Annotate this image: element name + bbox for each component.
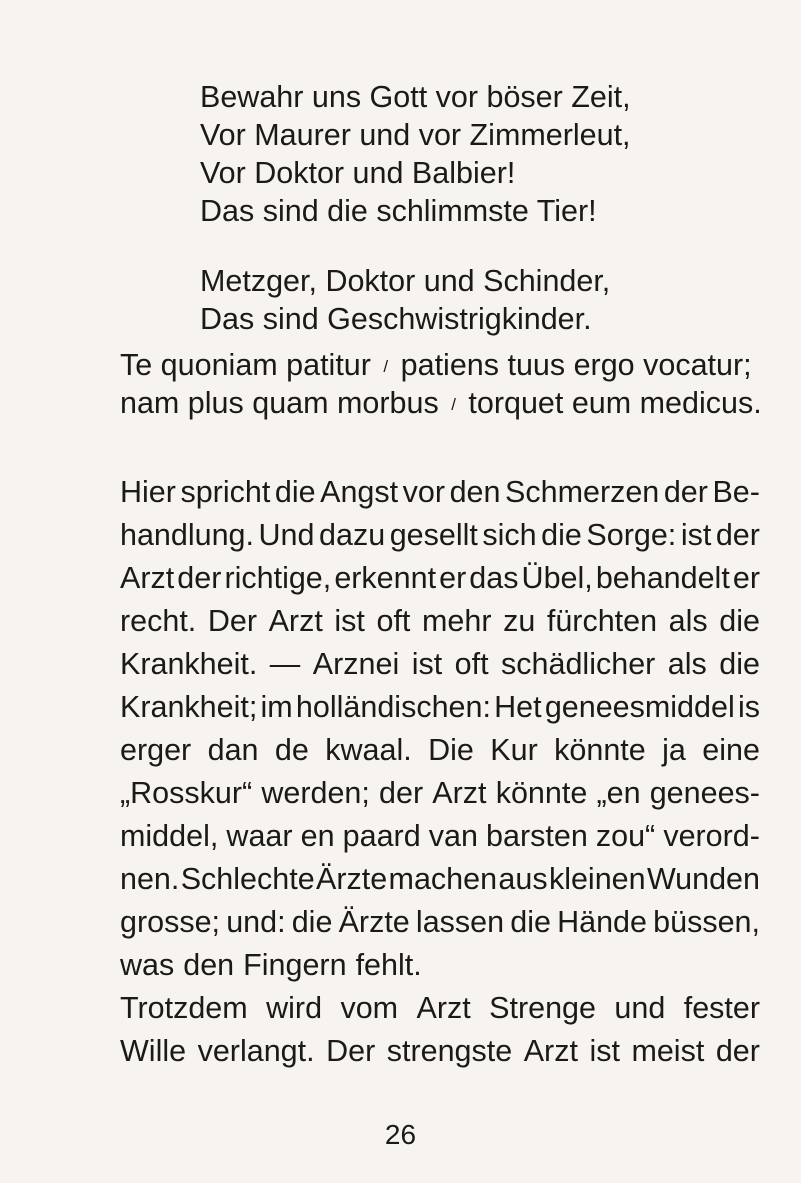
word: recht. — [120, 604, 197, 638]
word: Übel, — [521, 561, 593, 595]
word: Und — [258, 518, 315, 552]
word: fehlt. — [355, 948, 422, 982]
word: barsten — [486, 819, 588, 853]
word: meist — [631, 1034, 705, 1068]
prose-line — [120, 471, 760, 514]
word: büssen, — [653, 905, 760, 939]
word: dazu — [319, 518, 386, 552]
word: die — [274, 475, 316, 509]
word: dan — [207, 733, 259, 767]
latin-distich — [120, 346, 760, 422]
word: Arzt — [523, 1034, 578, 1068]
word: der — [177, 561, 222, 595]
word: Der — [207, 604, 258, 638]
word: das — [469, 561, 519, 595]
latin-line-1 — [120, 346, 760, 384]
word: im — [260, 690, 293, 724]
word: oft — [376, 604, 411, 638]
word: nen. — [120, 862, 180, 896]
verse-line: Vor Maurer und vor Zimmerleut, — [200, 118, 631, 152]
word: ist — [334, 604, 365, 638]
word: oft — [454, 647, 489, 681]
prose-line — [120, 686, 760, 729]
word: Schmerzen — [505, 475, 660, 509]
word: den — [449, 475, 501, 509]
verse-line: Vor Doktor und Balbier! — [200, 156, 516, 190]
word: — — [269, 647, 301, 681]
latin-text: Te quoniam patitur — [120, 348, 371, 382]
word: mehr — [421, 604, 492, 638]
word: genees- — [649, 776, 760, 810]
prose-line — [120, 1030, 760, 1073]
word: Arzt — [432, 776, 487, 810]
word: Arzt — [120, 561, 175, 595]
word: er — [732, 561, 760, 595]
word: die — [291, 905, 333, 939]
word: Fingern — [243, 948, 347, 982]
word: als — [667, 647, 707, 681]
word: verlangt. — [197, 1034, 315, 1068]
word: der — [715, 1034, 760, 1068]
word: lassen — [415, 905, 505, 939]
word: die — [541, 518, 582, 552]
prose-line — [120, 772, 760, 815]
word: Die — [428, 733, 474, 767]
word: richtige, — [224, 561, 332, 595]
latin-line-2 — [120, 384, 760, 422]
word: grosse; — [120, 905, 221, 939]
word: spricht — [180, 475, 271, 509]
latin-text: torquet eum medicus. — [468, 386, 762, 420]
word: vom — [340, 991, 399, 1025]
word: der — [663, 475, 708, 509]
verse-line: Das sind Geschwistrigkinder. — [200, 302, 592, 336]
prose-line — [120, 514, 760, 557]
word: erkennt — [334, 561, 437, 595]
prose-line — [120, 815, 760, 858]
word: fester — [683, 991, 760, 1025]
caesura-mark: / — [383, 357, 389, 376]
word: Ärzte — [338, 905, 410, 939]
prose-line — [120, 643, 760, 686]
word: Wille — [120, 1034, 187, 1068]
word: werden; — [261, 776, 370, 810]
word: Wunden — [646, 862, 760, 896]
word: fürchten — [546, 604, 658, 638]
word: holländischen: — [295, 690, 491, 724]
prose-line — [120, 858, 760, 901]
word: is — [737, 690, 760, 724]
latin-text: nam plus quam morbus — [120, 386, 439, 420]
word: aus — [498, 862, 548, 896]
word: handlung. — [120, 518, 254, 552]
word: Trotzdem — [120, 991, 248, 1025]
verse-line: Metzger, Doktor und Schinder, — [200, 264, 611, 298]
verse-line: Das sind die schlimmste Tier! — [200, 194, 597, 228]
word: Strenge — [489, 991, 596, 1025]
prose-line — [120, 944, 760, 987]
word: erger — [120, 733, 192, 767]
word: die — [719, 647, 760, 681]
word: eine — [702, 733, 760, 767]
word: Der — [326, 1034, 376, 1068]
prose-line — [120, 600, 760, 643]
word: „Rosskur“ — [120, 776, 253, 810]
word: paard — [342, 819, 421, 853]
word: Het — [494, 690, 542, 724]
prose-paragraph — [120, 471, 760, 1073]
word: und — [614, 991, 666, 1025]
word: ist — [411, 647, 443, 681]
word: waar — [226, 819, 293, 853]
word: als — [668, 604, 708, 638]
word: was — [120, 948, 175, 982]
word: en — [300, 819, 335, 853]
word: Be- — [712, 475, 760, 509]
word: wird — [266, 991, 323, 1025]
word: Arzt — [268, 604, 323, 638]
word: kwaal. — [325, 733, 412, 767]
word: sich — [482, 518, 537, 552]
word: Arznei — [312, 647, 400, 681]
prose-line — [120, 901, 760, 944]
word: geneesmiddel — [544, 690, 735, 724]
word: der — [379, 776, 424, 810]
page-number: 26 — [384, 1119, 417, 1150]
word: kleinen — [548, 862, 646, 896]
word: Krankheit. — [120, 647, 258, 681]
word: gesellt — [389, 518, 478, 552]
word: Angst — [320, 475, 399, 509]
word: der — [715, 518, 760, 552]
word: behandelt — [595, 561, 730, 595]
word: verord- — [663, 819, 760, 853]
word: er — [439, 561, 467, 595]
prose-line — [120, 987, 760, 1030]
word: und: — [226, 905, 286, 939]
word: Hier — [120, 475, 176, 509]
word: könnte — [495, 776, 588, 810]
word: die — [719, 604, 760, 638]
prose-line — [120, 729, 760, 772]
prose-line — [120, 557, 760, 600]
word: van — [428, 819, 478, 853]
word: Schlechte — [180, 862, 315, 896]
word: könnte — [554, 733, 646, 767]
word: Krankheit; — [120, 690, 258, 724]
word: zou“ — [595, 819, 656, 853]
word: zu — [503, 604, 536, 638]
word: Hände — [557, 905, 647, 939]
word: ja — [662, 733, 686, 767]
caesura-mark: / — [451, 395, 456, 414]
word: Ärzte — [316, 862, 388, 896]
word: die — [510, 905, 551, 939]
word: Sorge: — [586, 518, 677, 552]
word: machen — [388, 862, 498, 896]
word: de — [274, 733, 309, 767]
word: schädlicher — [501, 647, 656, 681]
word: ist — [589, 1034, 620, 1068]
verse-stanza-2 — [200, 262, 760, 338]
word: Arzt — [416, 991, 471, 1025]
word: „en — [596, 776, 641, 810]
latin-text: patiens tuus ergo vocatur; — [400, 348, 752, 382]
word: vor — [402, 475, 446, 509]
word: middel, — [120, 819, 219, 853]
verse-line: Bewahr uns Gott vor böser Zeit, — [200, 80, 631, 114]
word: Kur — [490, 733, 538, 767]
word: strengste — [386, 1034, 513, 1068]
verse-stanza-1 — [200, 78, 760, 230]
word: ist — [680, 518, 712, 552]
word: den — [183, 948, 235, 982]
